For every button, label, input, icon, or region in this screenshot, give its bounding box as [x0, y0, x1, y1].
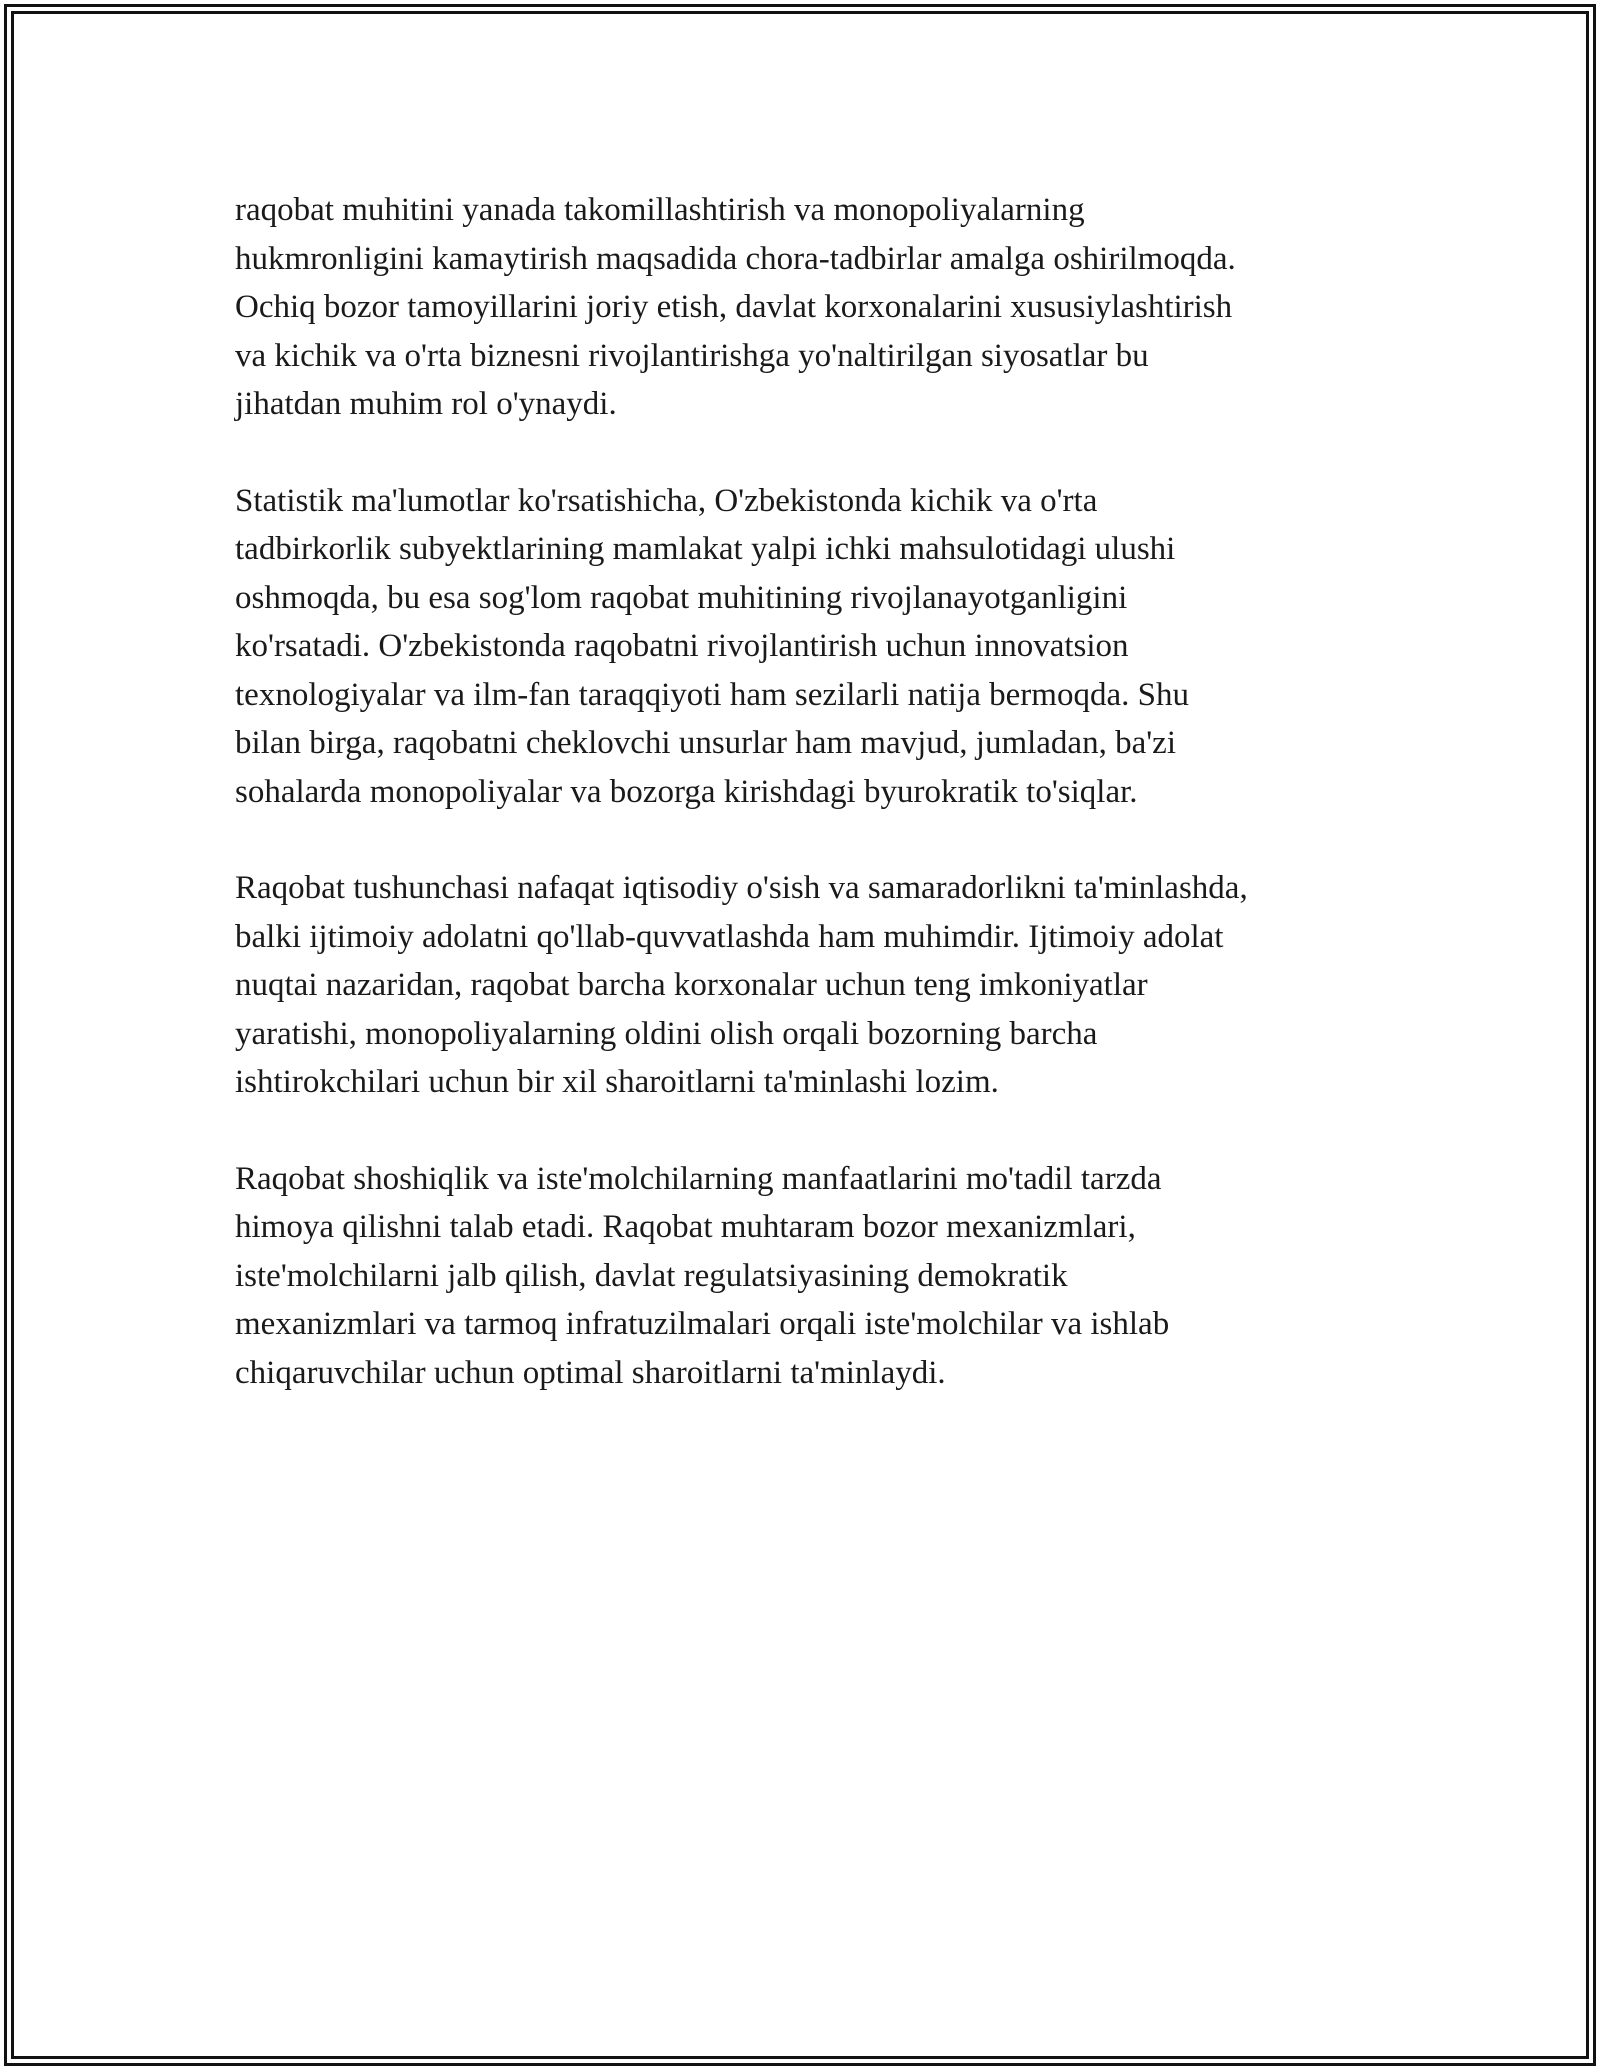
text-line: Raqobat tushunchasi nafaqat iqtisodiy o'sish va samaradorlikni ta'minlashda,	[235, 870, 1248, 906]
text-line: hukmronligini kamaytirish maqsadida chora-tadbirlar amalga oshirilmoqda.	[235, 240, 1236, 277]
paragraph-1	[235, 186, 1375, 429]
paragraph-4	[235, 1155, 1375, 1398]
text-line: va kichik va o'rta biznesni rivojlantirishga yo'naltirilgan siyosatlar bu	[235, 337, 1149, 374]
text-line: ko'rsatadi. O'zbekistonda raqobatni rivojlantirish uchun innovatsion	[235, 628, 1129, 664]
text-line: Statistik ma'lumotlar ko'rsatishicha, O'zbekistonda kichik va o'rta	[235, 482, 1098, 519]
text-line: sohalarda monopoliyalar va bozorga kirishdagi byurokratik to'siqlar.	[235, 773, 1138, 810]
text-line: raqobat muhitini yanada takomillashtirish va monopoliyalarning	[235, 192, 1085, 228]
text-line: oshmoqda, bu esa sog'lom raqobat muhitining rivojlanayotganligini	[235, 579, 1128, 616]
text-line: balki ijtimoiy adolatni qo'llab-quvvatlashda ham muhimdir. Ijtimoiy adolat	[235, 918, 1224, 955]
text-line: mexanizmlari va tarmoq infratuzilmalari orqali iste'molchilar va ishlab	[235, 1306, 1170, 1342]
text-line: yaratishi, monopoliyalarning oldini olish orqali bozorning barcha	[235, 1015, 1098, 1052]
text-line: Raqobat shoshiqlik va iste'molchilarning manfaatlarini mo'tadil tarzda	[235, 1160, 1162, 1197]
text-line: Ochiq bozor tamoyillarini joriy etish, davlat korxonalarini xususiylashtirish	[235, 289, 1233, 325]
text-line: himoya qilishni talab etadi. Raqobat muhtaram bozor mexanizmlari,	[235, 1209, 1136, 1245]
text-line: jihatdan muhim rol o'ynaydi.	[235, 386, 617, 422]
paragraph-2	[235, 477, 1375, 817]
text-line: ishtirokchilari uchun bir xil sharoitlarni ta'minlashi lozim.	[235, 1064, 999, 1100]
text-line: bilan birga, raqobatni cheklovchi unsurlar ham mavjud, jumladan, ba'zi	[235, 725, 1176, 761]
text-line: texnologiyalar va ilm-fan taraqqiyoti ham sezilarli natija bermoqda. Shu	[235, 676, 1189, 713]
text-line: iste'molchilarni jalb qilish, davlat regulatsiyasining demokratik	[235, 1257, 1068, 1294]
document-body	[235, 186, 1375, 1445]
text-line: tadbirkorlik subyektlarining mamlakat yalpi ichki mahsulotidagi ulushi	[235, 531, 1176, 567]
text-line: chiqaruvchilar uchun optimal sharoitlarni ta'minlaydi.	[235, 1354, 946, 1391]
text-line: nuqtai nazaridan, raqobat barcha korxonalar uchun teng imkoniyatlar	[235, 967, 1148, 1003]
paragraph-3	[235, 864, 1375, 1107]
